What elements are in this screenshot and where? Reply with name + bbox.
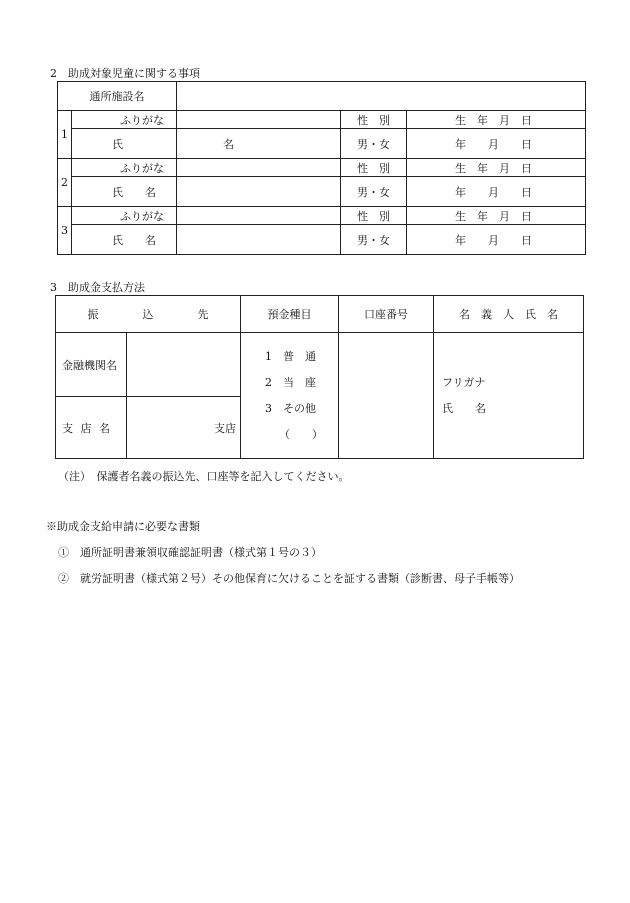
furigana-input[interactable] bbox=[177, 159, 341, 177]
name-label bbox=[72, 129, 260, 159]
furigana-input[interactable] bbox=[177, 111, 341, 129]
holder-name-label: 氏 名 bbox=[442, 401, 486, 415]
holder-furigana-label: フリガナ bbox=[442, 375, 486, 389]
deposit-option-other[interactable]: （ ） bbox=[279, 427, 323, 441]
branch-label: 支 店 名 bbox=[56, 397, 127, 459]
sex-label: 性 別 bbox=[341, 207, 407, 225]
name-input[interactable] bbox=[177, 177, 341, 207]
furigana-label: ふりがな bbox=[72, 207, 177, 225]
section2-title: 2 助成対象児童に関する事項 bbox=[50, 67, 200, 80]
branch-suffix: 支店 bbox=[214, 421, 236, 435]
name-label-text: 氏 名 bbox=[112, 233, 156, 247]
child-info-table bbox=[57, 81, 586, 255]
docs-item-1: ① 通所証明書兼領収確認証明書（様式第１号の３） bbox=[58, 546, 322, 559]
header-holder: 名 義 人 氏 名 bbox=[434, 296, 584, 333]
bank-label: 金融機関名 bbox=[56, 333, 127, 397]
birth-label: 生 年 月 日 bbox=[407, 207, 586, 225]
docs-title: ※助成金支給申請に必要な書類 bbox=[46, 520, 200, 533]
bank-input[interactable] bbox=[127, 333, 241, 397]
furigana-input[interactable] bbox=[177, 207, 341, 225]
child-row-number: 3 bbox=[58, 207, 72, 255]
sex-options[interactable]: 男・女 bbox=[341, 129, 407, 159]
facility-input[interactable] bbox=[177, 82, 586, 111]
deposit-option-3[interactable]: 3 その他 bbox=[265, 401, 316, 415]
account-no-input[interactable] bbox=[339, 333, 434, 459]
payment-table bbox=[55, 295, 584, 459]
docs-item-2: ② 就労証明書（様式第２号）その他保育に欠けることを証する書類（診断書、母子手帳等） bbox=[58, 572, 520, 585]
name-label bbox=[72, 177, 177, 207]
child-row-number: 2 bbox=[58, 159, 72, 207]
sex-label: 性 別 bbox=[341, 159, 407, 177]
section3-title: 3 助成金支払方法 bbox=[50, 281, 145, 294]
deposit-options[interactable] bbox=[241, 333, 339, 459]
payment-note: （注） 保護者名義の振込先、口座等を記入してください。 bbox=[58, 470, 350, 483]
header-furikomi: 振 込 先 bbox=[56, 296, 241, 333]
name-input[interactable] bbox=[177, 225, 341, 255]
facility-label: 通所施設名 bbox=[58, 82, 177, 111]
name-label-text: 氏 名 bbox=[112, 137, 260, 151]
birth-label: 生 年 月 日 bbox=[407, 159, 586, 177]
name-label-text: 氏 名 bbox=[112, 185, 156, 199]
header-deposit-type: 預金種目 bbox=[241, 296, 339, 333]
sex-label: 性 別 bbox=[341, 111, 407, 129]
sex-options[interactable]: 男・女 bbox=[341, 177, 407, 207]
header-account-no: 口座番号 bbox=[339, 296, 434, 333]
birth-date-input[interactable]: 年 月 日 bbox=[407, 177, 586, 207]
birth-label: 生 年 月 日 bbox=[407, 111, 586, 129]
name-label bbox=[72, 225, 177, 255]
furigana-label: ふりがな bbox=[72, 159, 177, 177]
child-row-number: 1 bbox=[58, 111, 72, 159]
furigana-label: ふりがな bbox=[72, 111, 177, 129]
deposit-option-2[interactable]: 2 当 座 bbox=[265, 375, 316, 389]
holder-cell[interactable] bbox=[434, 333, 584, 459]
deposit-option-1[interactable]: 1 普 通 bbox=[265, 349, 316, 363]
birth-date-input[interactable]: 年 月 日 bbox=[407, 225, 586, 255]
birth-date-input[interactable]: 年 月 日 bbox=[407, 129, 586, 159]
sex-options[interactable]: 男・女 bbox=[341, 225, 407, 255]
branch-input[interactable] bbox=[127, 397, 241, 459]
